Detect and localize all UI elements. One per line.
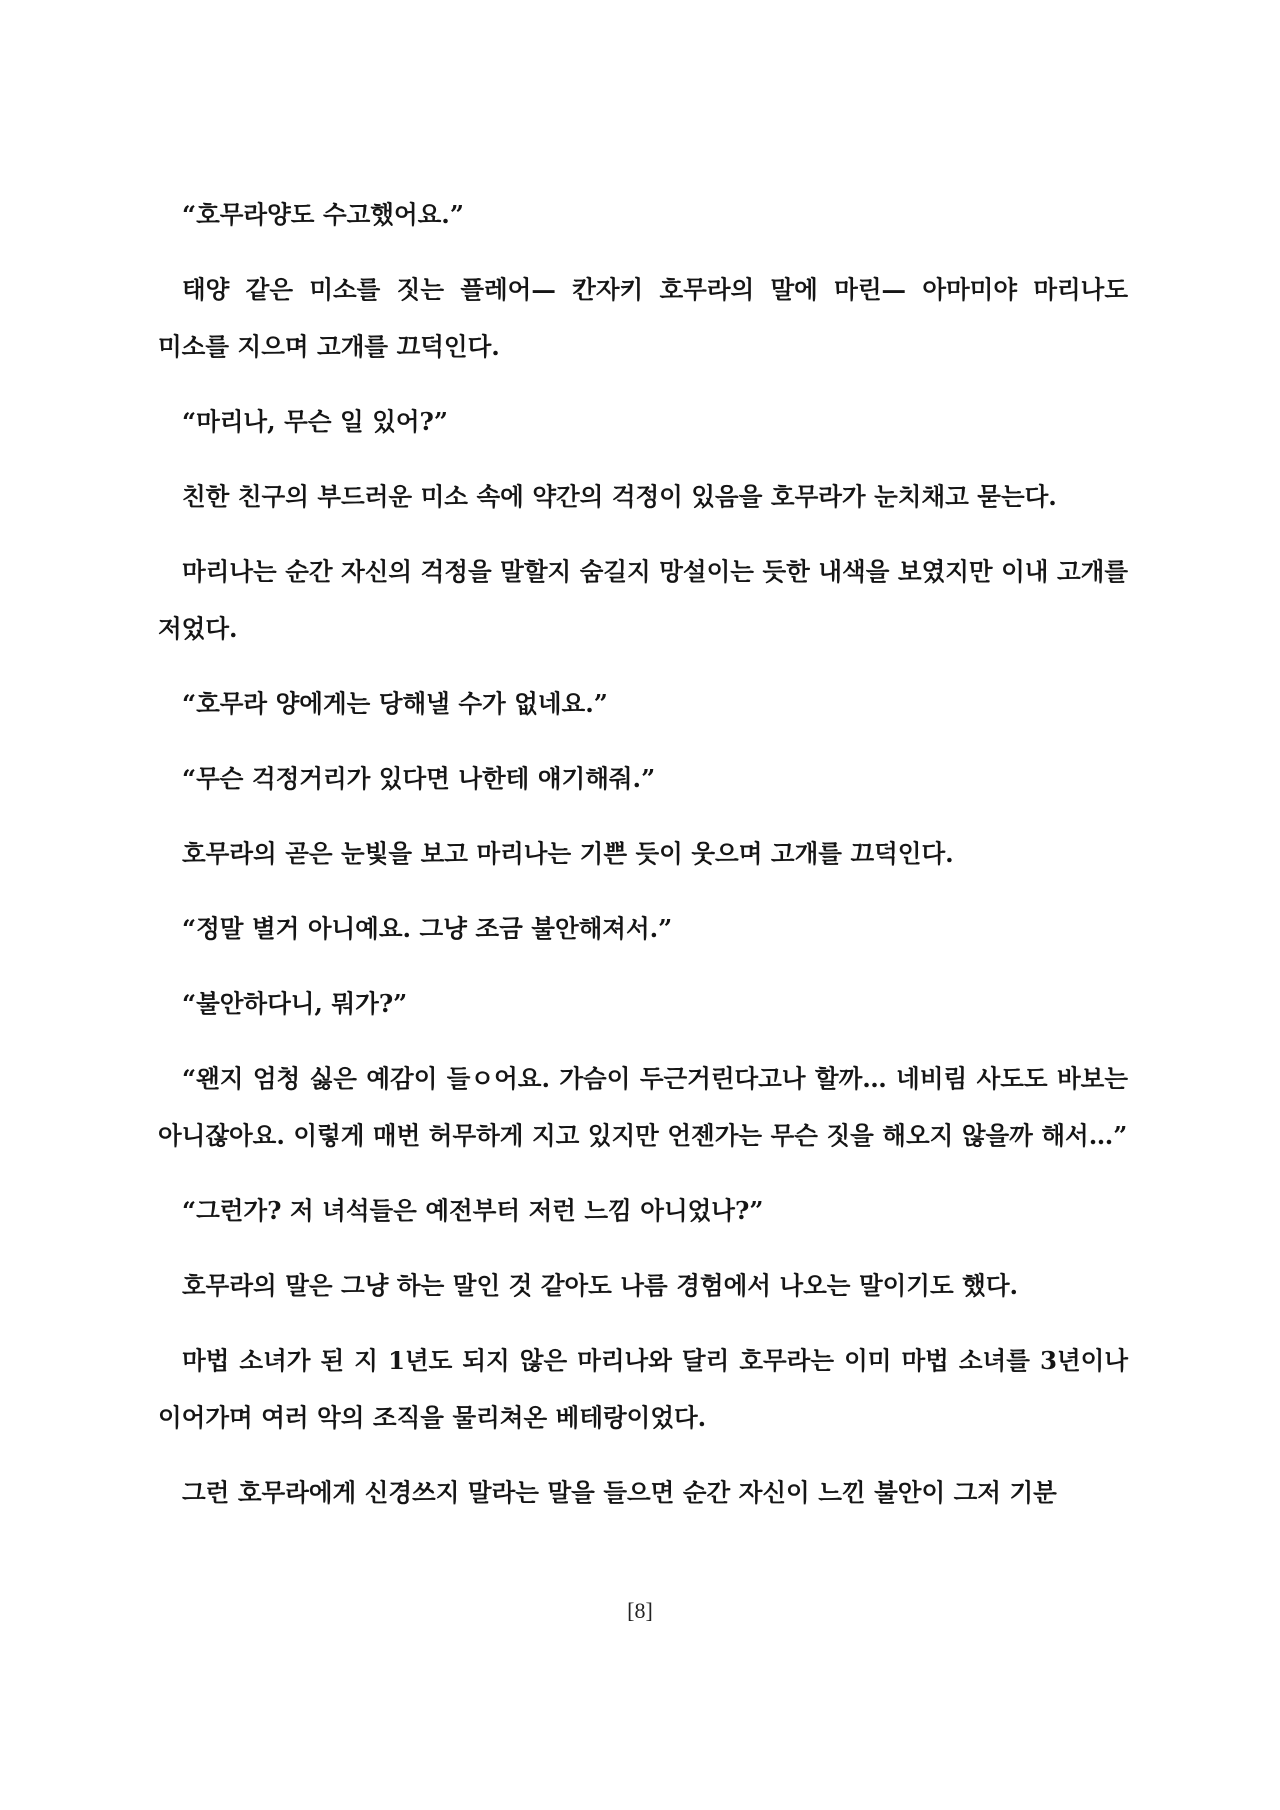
paragraph-narration: 호무라의 말은 그냥 하는 말인 것 같아도 나름 경험에서 나오는 말이기도 했다. <box>182 1271 1019 1300</box>
paragraph-dialogue: “정말 별거 아니예요. 그냥 조금 불안해져서.” <box>182 914 673 943</box>
paragraph-narration: 호무라의 곧은 눈빛을 보고 마리나는 기쁜 듯이 웃으며 고개를 끄덕인다. <box>182 839 954 868</box>
paragraph-dialogue: “왠지 엄청 싫은 예감이 들ㅇ어요. 가슴이 두근거린다고나 할까… 네비림 사도도 바보는 아니잖아요. 이렇게 매번 허무하게 지고 있지만 언젠가는 무슨 짓을 해오지 않을까 해서…” <box>158 1064 1128 1150</box>
paragraph-narration: 그런 호무라에게 신경쓰지 말라는 말을 들으면 순간 자신이 느낀 불안이 그저 기분 <box>182 1478 1057 1507</box>
paragraph-dialogue: “호무라양도 수고했어요.” <box>182 200 464 229</box>
paragraph-dialogue: “마리나, 무슨 일 있어?” <box>182 407 448 436</box>
body-text <box>158 186 1128 1539</box>
paragraph-dialogue: “호무라 양에게는 당해낼 수가 없네요.” <box>182 689 608 718</box>
paragraph-dialogue: “무슨 걱정거리가 있다면 나한테 얘기해줘.” <box>182 764 656 793</box>
page-number: [8] <box>627 1598 653 1623</box>
paragraph-narration: 태양 같은 미소를 짓는 플레어— 칸자키 호무라의 말에 마린— 아마미야 마리나도 미소를 지으며 고개를 끄덕인다. <box>158 275 1128 361</box>
paragraph-dialogue: “불안하다니, 뭐가?” <box>182 989 408 1018</box>
paragraph-dialogue: “그런가? 저 녀석들은 예전부터 저런 느낌 아니었나?” <box>182 1196 764 1225</box>
paragraph-narration: 마리나는 순간 자신의 걱정을 말할지 숨길지 망설이는 듯한 내색을 보였지만 이내 고개를 저었다. <box>158 557 1128 643</box>
paragraph-narration: 친한 친구의 부드러운 미소 속에 약간의 걱정이 있음을 호무라가 눈치채고 묻는다. <box>182 482 1057 511</box>
paragraph-narration: 마법 소녀가 된 지 1년도 되지 않은 마리나와 달리 호무라는 이미 마법 소녀를 3년이나 이어가며 여러 악의 조직을 물리쳐온 베테랑이었다. <box>158 1346 1128 1432</box>
